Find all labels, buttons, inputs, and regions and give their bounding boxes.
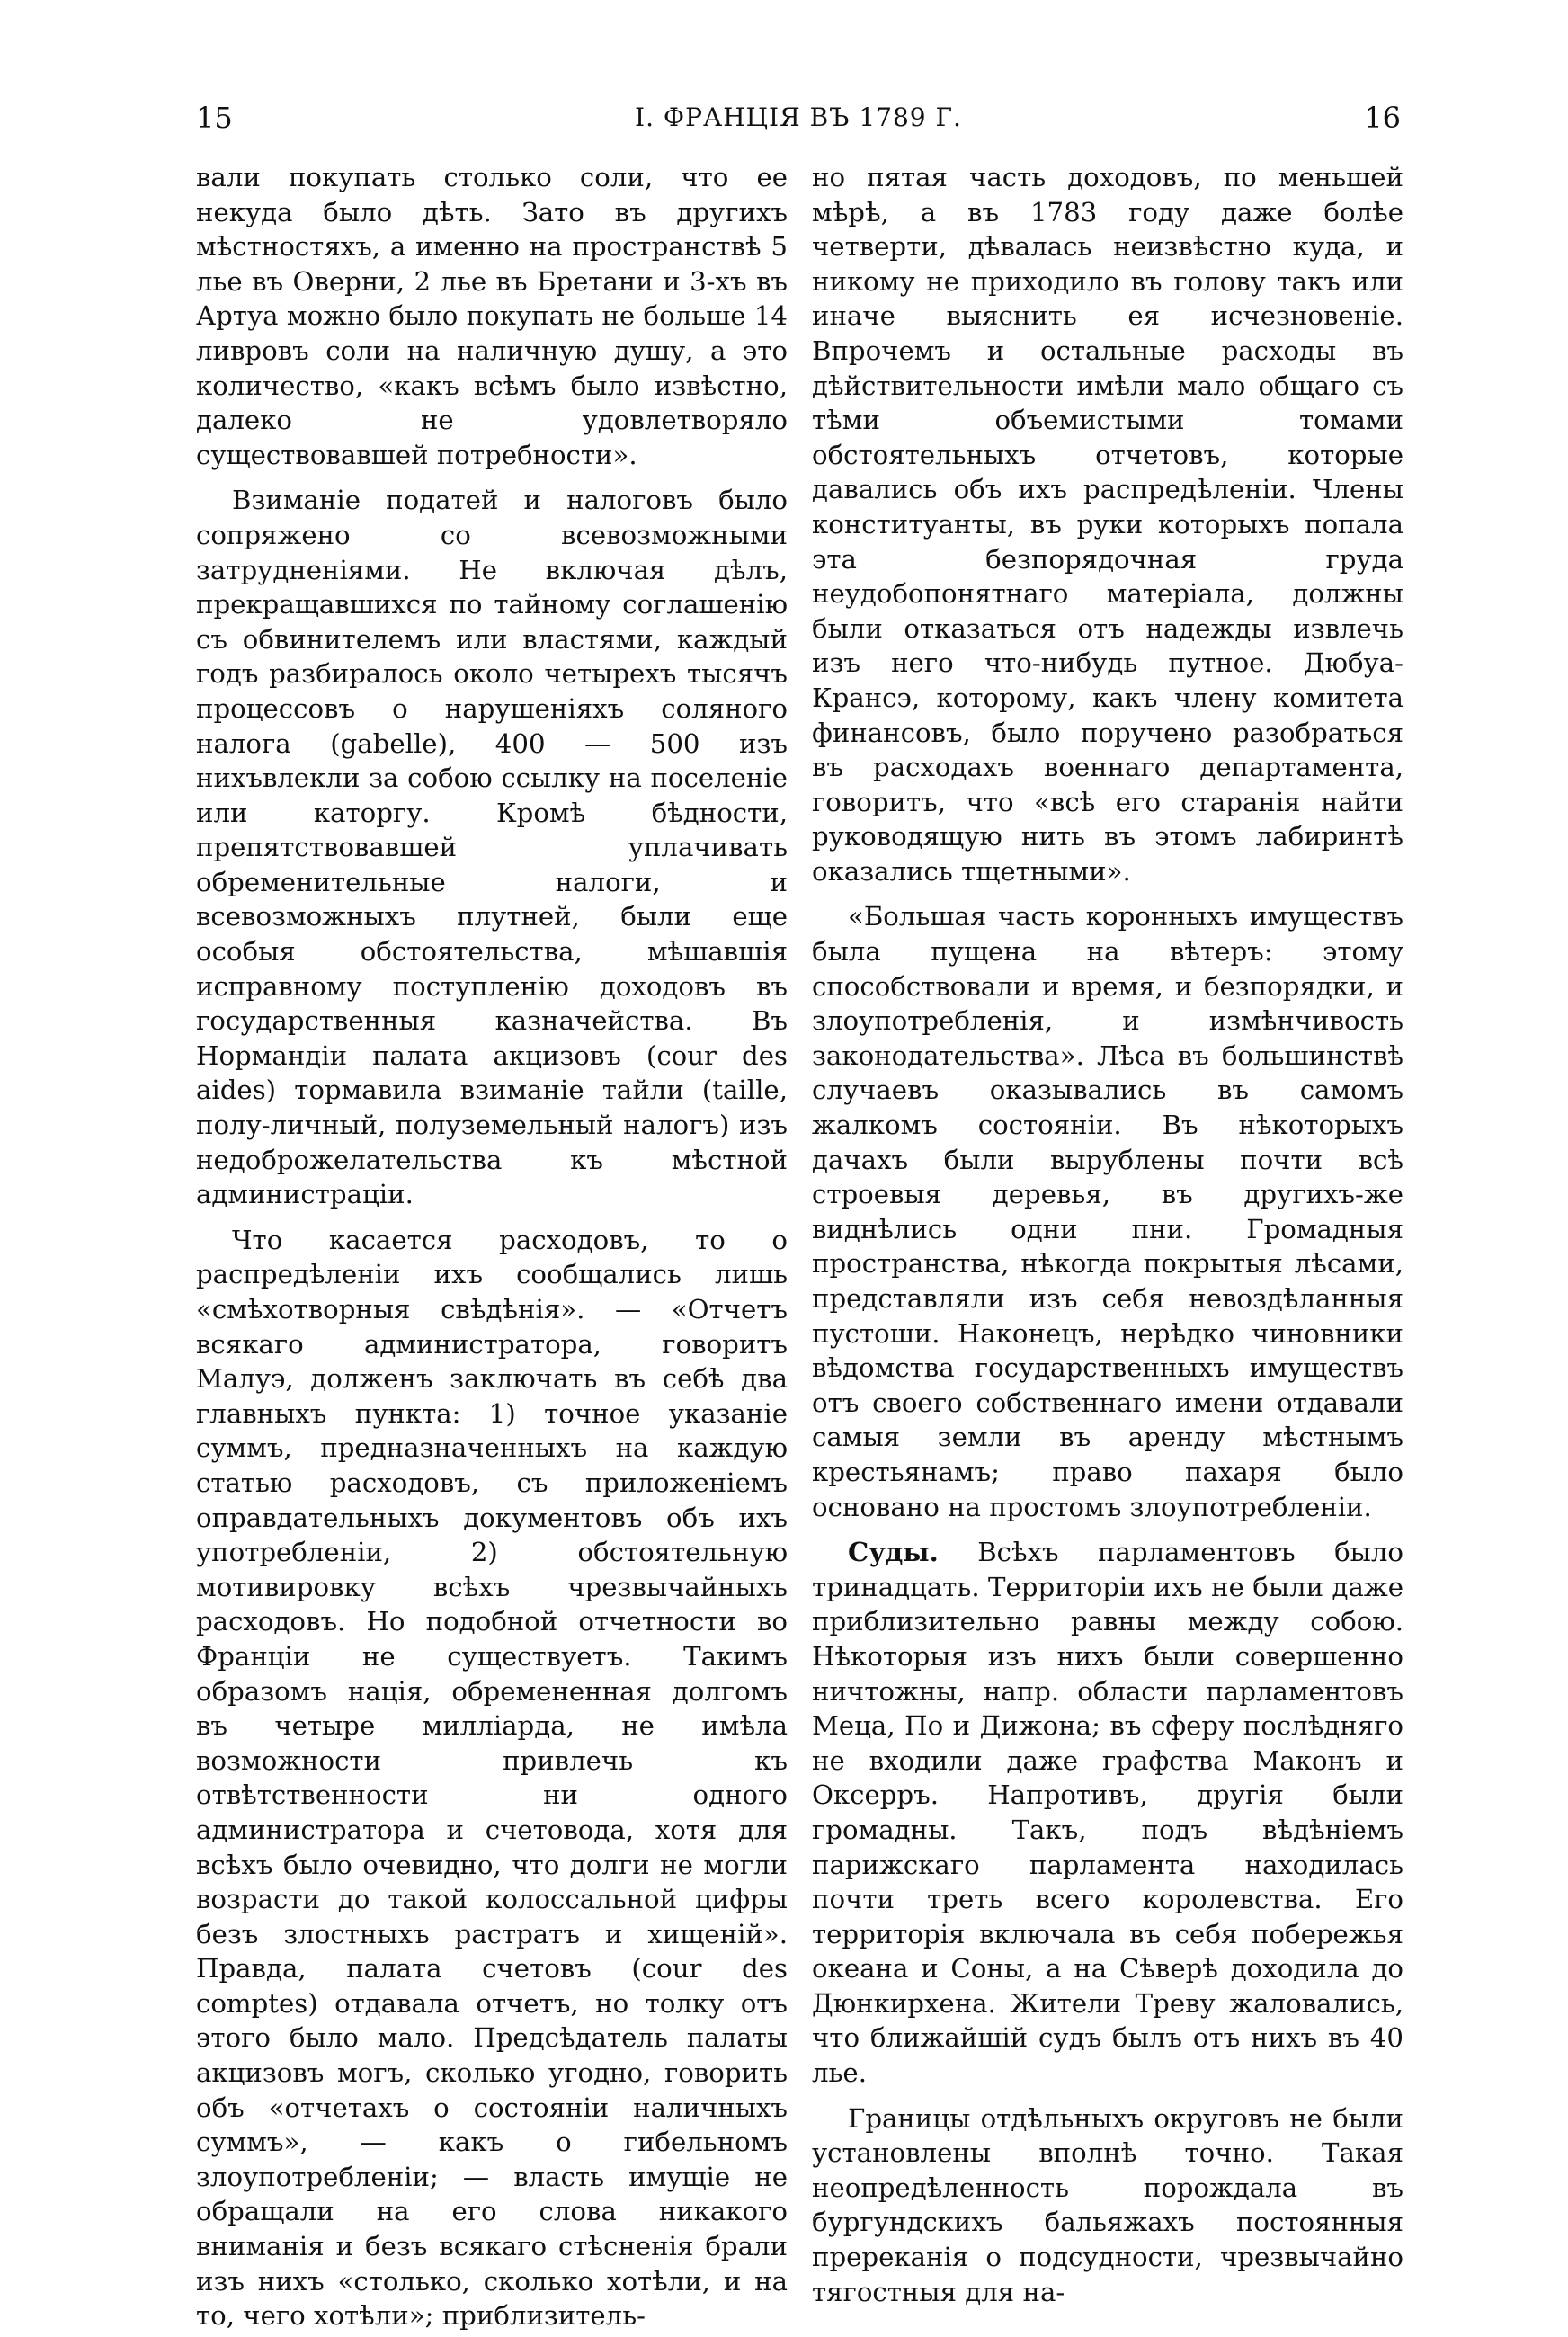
left-paragraph-2: Взиманіе податей и налоговъ было сопряжено со всевозможными затрудненіями. Не включая дѣлъ, прекращавшихся по тайному соглашенію съ обвинителемъ или властями, каждый годъ разбиралось около четырехъ тысячъ процессовъ о нарушеніяхъ соляного налога (gabelle), 400 — 500 изъ нихъвлекли за собою ссылку на поселеніе или каторгу. Кромѣ бѣдности, препятствовавшей уплачивать обременительные налоги, и всевозможныхъ плутней, были еще особыя обстоятельства, мѣшавшія исправному поступленію доходовъ въ государственныя казначейства. Въ Нормандіи палата акцизовъ (cour des aides) тормавила взиманіе тайли (taille, полу-личный, полуземельный налогъ) изъ недоброжелательства къ мѣстной администраціи. <box>196 485 788 1210</box>
right-column <box>812 160 1403 2313</box>
page-number-right: 16 <box>1364 101 1401 135</box>
left-paragraph-3: Что касается расходовъ, то о распредѣленіи ихъ сообщались лишь «смѣхотворныя свѣдѣнія». — «Отчетъ всякаго администратора, говоритъ Малуэ, долженъ заключать въ себѣ два главныхъ пункта: 1) точное указаніе суммъ, предназначенныхъ на каждую статью расходовъ, съ приложеніемъ оправдательныхъ документовъ объ ихъ употребленіи, 2) обстоятельную мотивировку всѣхъ чрезвычайныхъ расходовъ. Но подобной отчетности во Франціи не существуетъ. Такимъ образомъ нація, обремененная долгомъ въ четыре милліарда, не имѣла возможности привлечь къ отвѣтственности ни одного администратора и счетовода, хотя для всѣхъ было очевидно, что долги не могли возрасти до такой колоссальной цифры безъ злостныхъ растратъ и хищеній». Правда, палата счетовъ (cour des comptes) отдавала отчетъ, но толку отъ этого было мало. Предсѣдатель палаты акцизовъ могъ, сколько угодно, говорить объ «отчетахъ о состояніи наличныхъ суммъ», — какъ о гибельномъ злоупотребленіи; — власть имущіе не обращали на его слова никакого вниманія и безъ всякаго стѣсненія брали изъ нихъ «столько, сколько хотѣли, и на то, чего хотѣли»; приблизитель- <box>196 1224 788 2332</box>
page-header <box>196 101 1401 146</box>
running-title: I. ФРАНЦІЯ ВЪ 1789 Г. <box>635 103 962 132</box>
right-paragraph-3-text: Всѣхъ парламентовъ было тринадцать. Территоріи ихъ не были даже приблизительно равны между собою. Нѣкоторыя изъ нихъ были совершенно ничтожны, напр. области парламентовъ Меца, По и Дижона; въ сферу послѣдняго не входили даже графства Маконъ и Оксерръ. Напротивъ, другія были громадны. Такъ, подъ вѣдѣніемъ парижскаго парламента находилась почти треть всего королевства. Его территорія включала въ себя побережья океана и Соны, а на Сѣверѣ доходила до Дюнкирхена. Жители Треву жаловались, что ближайшій судъ былъ отъ нихъ въ 40 лье. <box>812 1537 1403 2089</box>
section-heading-courts: Суды. <box>848 1537 939 1568</box>
page-number-left: 15 <box>196 101 233 135</box>
right-paragraph-1: но пятая часть доходовъ, по меньшей мѣрѣ, а въ 1783 году даже болѣе четверти, дѣвалась неизвѣстно куда, и никому не приходило въ голову такъ или иначе выяснить ея исчезновеніе. Впрочемъ и остальные расходы въ дѣйствительности имѣли мало общаго съ тѣми объемистыми томами обстоятельныхъ отчетовъ, которые давались объ ихъ распредѣленіи. Члены конституанты, въ руки которыхъ попала эта безпорядочная груда неудобопонятнаго матеріала, должны были отказаться отъ надежды извлечь изъ него что-нибудь путное. Дюбуа-Крансэ, которому, какъ члену комитета финансовъ, было поручено разобраться въ расходахъ военнаго департамента, говоритъ, что «всѣ его старанія найти руководящую нить въ этомъ лабиринтѣ оказались тщетными». <box>812 162 1403 887</box>
right-paragraph-3 <box>812 1535 1403 2091</box>
right-paragraph-2: «Большая часть коронныхъ имуществъ была пущена на вѣтеръ: этому способствовали и время, и безпорядки, и злоупотребленія, и измѣнчивость законодательства». Лѣса въ большинствѣ случаевъ оказывались въ самомъ жалкомъ состояніи. Въ нѣкоторыхъ дачахъ были вырублены почти всѣ строевыя деревья, въ другихъ-же виднѣлись одни пни. Громадныя пространства, нѣкогда покрытыя лѣсами, представляли изъ себя невоздѣланныя пустоши. Наконецъ, нерѣдко чиновники вѣдомства государственныхъ имуществъ отъ своего собственнаго имени отдавали самыя земли въ аренду мѣстнымъ крестьянамъ; право пахаря было основано на простомъ злоупотребленіи. <box>812 901 1403 1522</box>
right-paragraph-4: Границы отдѣльныхъ округовъ не были установлены вполнѣ точно. Такая неопредѣленность порождала въ бургундскихъ бальяжахъ постоянныя пререканія о подсудности, чрезвычайно тягостныя для на- <box>812 2102 1403 2307</box>
left-paragraph-1: вали покупать столько соли, что ее некуда было дѣть. Зато въ другихъ мѣстностяхъ, а именно на пространствѣ 5 лье въ Оверни, 2 лье въ Бретани и 3-хъ въ Артуа можно было покупать не больше 14 ливровъ соли на наличную душу, а это количество, «какъ всѣмъ было извѣстно, далеко не удовлетворяло существовавшей потребности». <box>196 162 788 470</box>
left-column <box>196 160 788 2337</box>
